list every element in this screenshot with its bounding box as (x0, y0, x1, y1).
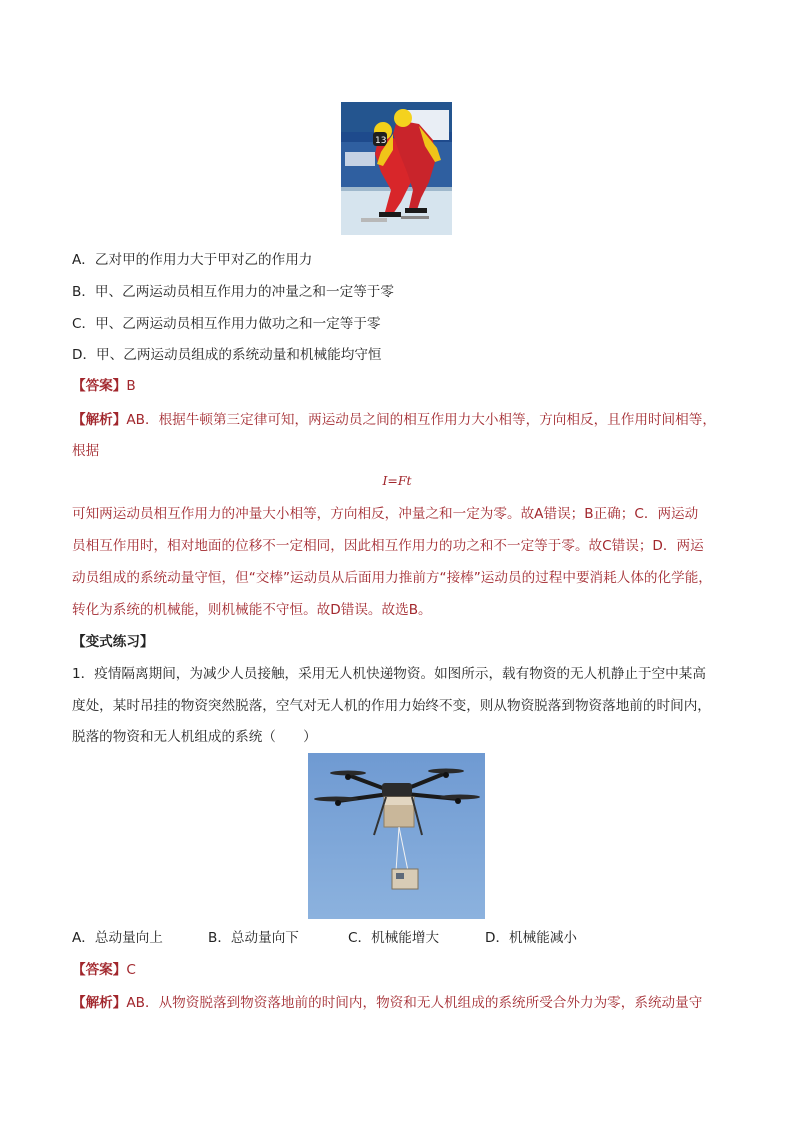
drone-photo (308, 753, 485, 919)
example-analysis-line-5: 动员组成的系统动量守恒，但“交棒”运动员从后面用力推前方“接棒”运动员的过程中要消耗人体的化学能， (72, 570, 712, 586)
answer-tag: 【答案】 (72, 378, 127, 394)
skaters-photo (341, 102, 452, 235)
practice-q1-line-3: 脱落的物资和无人机组成的系统（ ） (72, 729, 317, 745)
practice-option-b: B．总动量向下 (208, 930, 299, 946)
formula: I=Ft (382, 473, 412, 488)
example-option-d: D．甲、乙两运动员组成的系统动量和机械能均守恒 (72, 347, 382, 363)
practice-option-c: C．机械能增大 (348, 930, 440, 946)
practice-option-d: D．机械能减小 (485, 930, 578, 946)
analysis-tag: 【解析】 (72, 995, 127, 1011)
example-option-b: B．甲、乙两运动员相互作用力的冲量之和一定等于零 (72, 284, 394, 300)
practice-q1-line-1: 1．疫情隔离期间，为减少人员接触，采用无人机快递物资。如图所示，载有物资的无人机静止于空中某高 (72, 666, 706, 682)
practice-heading: 【变式练习】 (72, 634, 154, 650)
answer-tag: 【答案】 (72, 962, 127, 978)
jersey-number: 13 (375, 136, 387, 146)
analysis-text: AB．从物资脱落到物资落地前的时间内，物资和无人机组成的系统所受合外力为零，系统动量守 (126, 995, 703, 1011)
example-analysis-line-4: 员相互作用时，相对地面的位移不一定相同，因此相互作用力的功之和不一定等于零。故C错误；D．两运 (72, 538, 704, 554)
answer-value: C (126, 962, 136, 978)
example-option-c: C．甲、乙两运动员相互作用力做功之和一定等于零 (72, 316, 381, 332)
practice-q1-line-2: 度处，某时吊挂的物资突然脱落，空气对无人机的作用力始终不变，则从物资脱落到物资落地前的时间内， (72, 698, 711, 714)
example-answer (72, 376, 136, 396)
analysis-tag: 【解析】 (72, 412, 127, 428)
example-analysis-line-3: 可知两运动员相互作用力的冲量大小相等，方向相反，冲量之和一定为零。故A错误；B正确；C．两运动 (72, 506, 699, 522)
practice-answer (72, 960, 136, 980)
example-analysis-line-6: 转化为系统的机械能，则机械能不守恒。故D错误。故选B。 (72, 602, 432, 618)
practice-option-a: A．总动量向上 (72, 930, 163, 946)
analysis-text: AB．根据牛顿第三定律可知，两运动员之间的相互作用力大小相等，方向相反，且作用时间相等， (126, 412, 716, 428)
answer-value: B (126, 378, 136, 394)
practice-analysis-line-1 (72, 993, 702, 1013)
example-option-a: A．乙对甲的作用力大于甲对乙的作用力 (72, 252, 313, 268)
example-analysis-line-1 (72, 410, 716, 430)
example-analysis-line-2: 根据 (72, 443, 100, 459)
